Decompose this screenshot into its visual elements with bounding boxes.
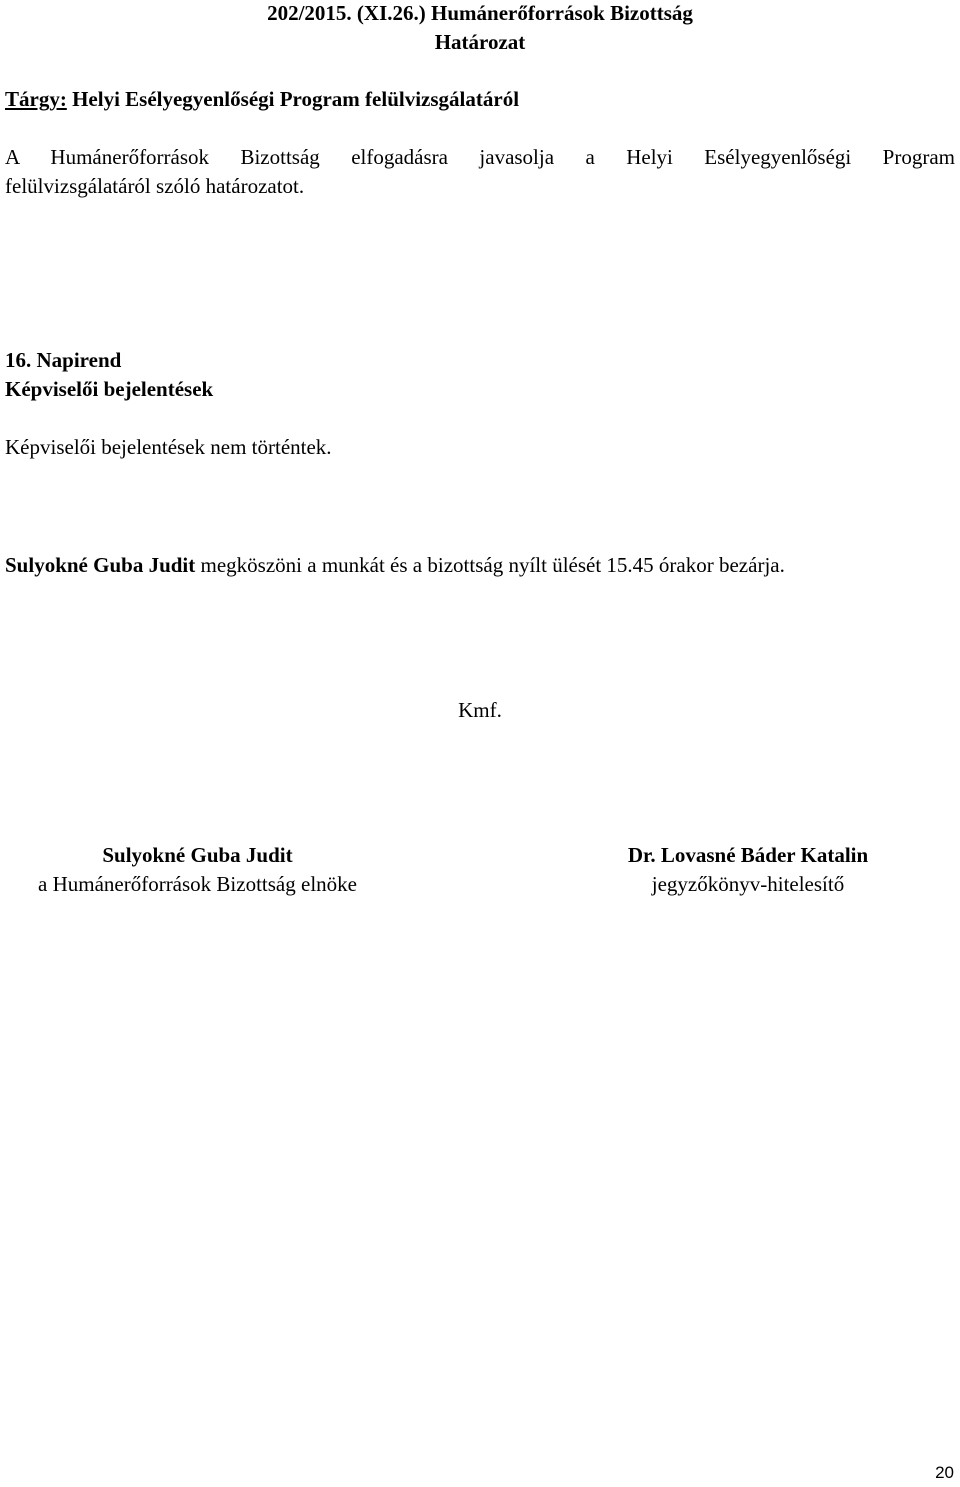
signature-role: jegyzőkönyv-hitelesítő <box>651 872 845 896</box>
agenda-number: 16. Napirend <box>5 348 122 372</box>
resolution-line-1: A Humánerőforrások Bizottság elfogadásra javasolja a Helyi Esélyegyenlőségi Program <box>5 145 955 169</box>
document-title: 202/2015. (XI.26.) Humánerőforrások Bizottság <box>267 1 693 25</box>
agenda-title: Képviselői bejelentések <box>5 377 214 401</box>
subject-text: Helyi Esélyegyenlőségi Program felülvizsgálatáról <box>66 87 520 111</box>
agenda-body: Képviselői bejelentések nem történtek. <box>5 435 332 459</box>
signature-name: Sulyokné Guba Judit <box>102 843 293 867</box>
signature-name: Dr. Lovasné Báder Katalin <box>627 843 869 867</box>
resolution-line-2: felülvizsgálatáról szóló határozatot. <box>5 174 305 198</box>
resolution-paragraph <box>5 143 955 201</box>
subject-line <box>5 89 519 110</box>
subject-label: Tárgy: <box>5 87 67 111</box>
closing-text: megköszöni a munkát és a bizottság nyílt ülését 15.45 órakor bezárja. <box>195 553 785 577</box>
kmf-label: Kmf. <box>458 698 502 722</box>
signature-block-right <box>578 841 918 899</box>
closing-name: Sulyokné Guba Judit <box>5 553 196 577</box>
document-subtitle: Határozat <box>434 30 526 54</box>
signature-block-left <box>0 841 395 899</box>
page-number: 20 <box>935 1463 954 1482</box>
signature-role: a Humánerőforrások Bizottság elnöke <box>38 872 357 896</box>
closing-statement <box>5 555 785 576</box>
